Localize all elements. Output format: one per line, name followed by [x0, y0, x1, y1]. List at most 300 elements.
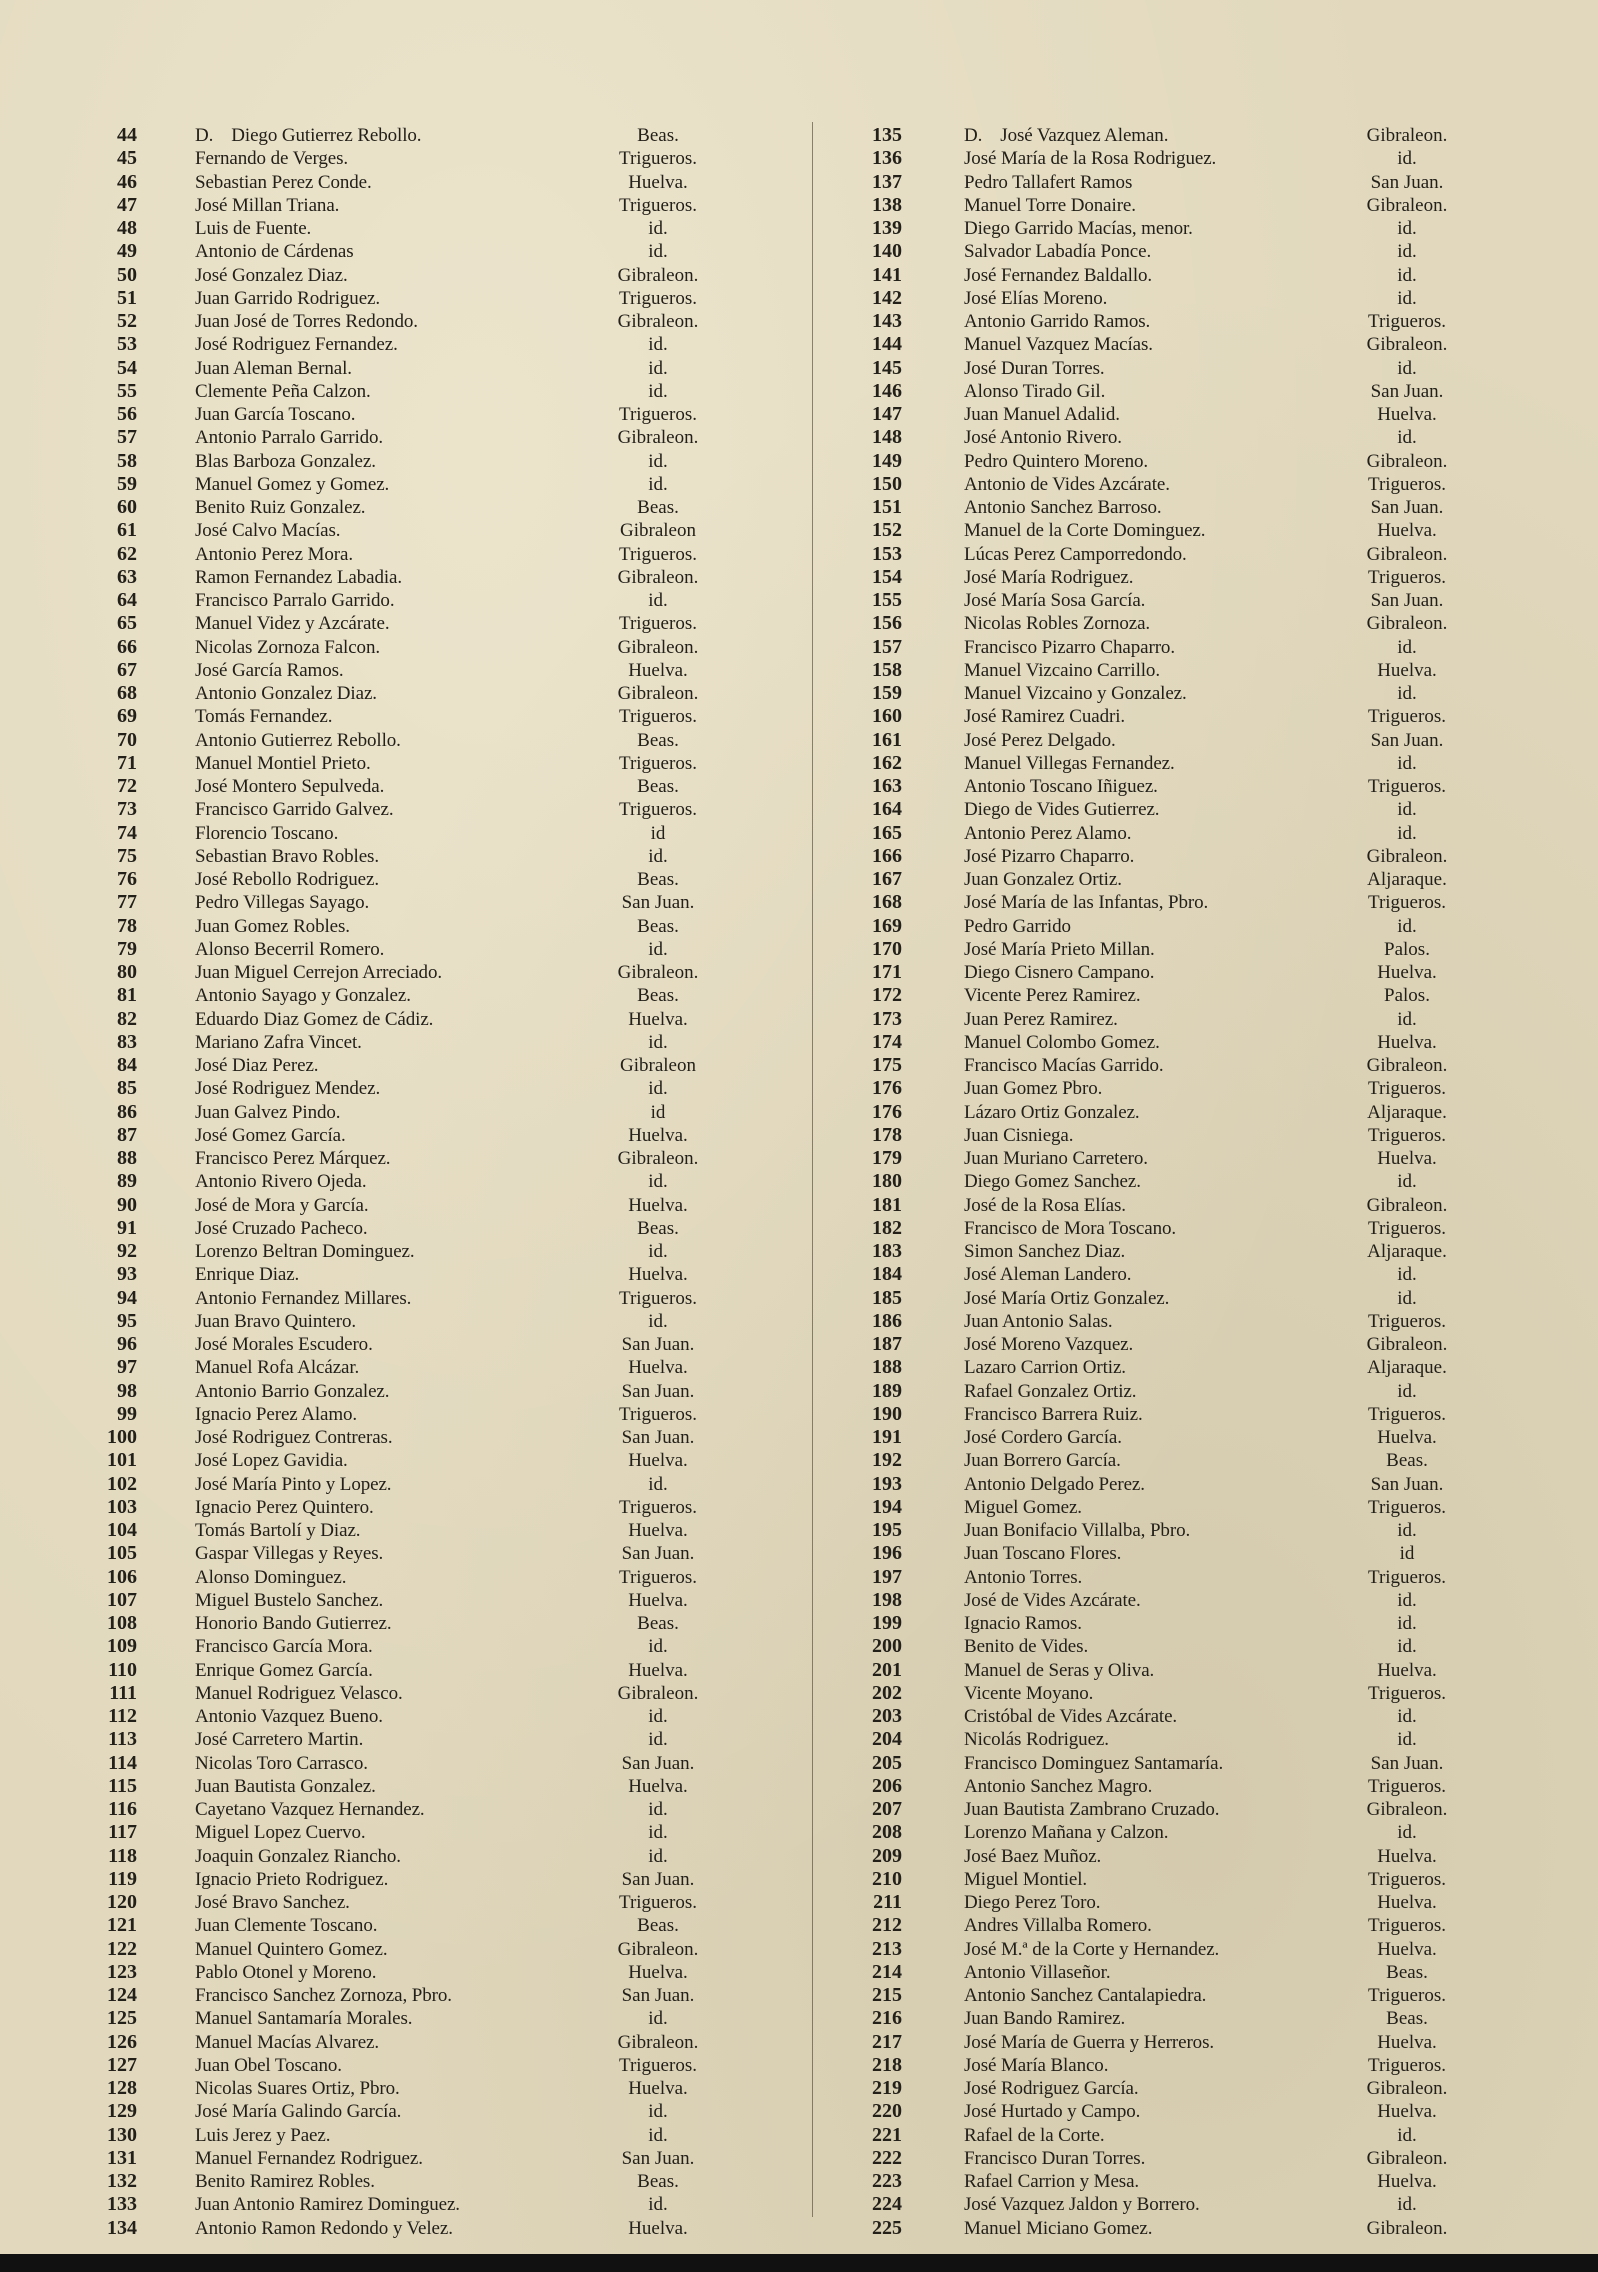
person-name-text: Manuel Colombo Gomez.	[964, 1031, 1160, 1053]
person-name-text: José Rodriguez Fernandez.	[195, 334, 398, 356]
town-name: Huelva.	[1377, 2171, 1437, 2192]
person-name	[195, 2100, 401, 2123]
person-name-text: Vicente Perez Ramirez.	[964, 985, 1141, 1007]
entry-number: 104	[107, 1519, 137, 1541]
town-name: id.	[1397, 241, 1417, 263]
person-name-text: José María Prieto Millan.	[964, 938, 1155, 960]
person-name-text: Manuel Rodriguez Velasco.	[195, 1682, 403, 1704]
list-item	[95, 775, 815, 798]
person-name-text: Eduardo Diaz Gomez de Cádiz.	[195, 1008, 434, 1030]
town-name: Gibraleon.	[617, 264, 699, 286]
town-name: id.	[1397, 1822, 1417, 1844]
list-item	[95, 1240, 815, 1263]
town-name: id.	[648, 1473, 668, 1495]
town-name: Trigueros.	[1368, 706, 1446, 728]
honorific-prefix: D.	[195, 125, 214, 146]
person-name-text: José Ramirez Cuadri.	[964, 706, 1126, 728]
person-name	[195, 1659, 373, 1682]
person-name-text: José Baez Muñoz.	[964, 1845, 1102, 1867]
entry-number: 215	[872, 1984, 902, 2006]
person-name	[195, 1984, 452, 2007]
list-item	[95, 1101, 815, 1124]
list-item	[95, 938, 815, 961]
person-name	[964, 1077, 1102, 1100]
list-item	[95, 1612, 815, 1635]
town-name: San Juan.	[1370, 1473, 1444, 1495]
list-item	[95, 1333, 815, 1356]
town-name: Gibraleon.	[1366, 613, 1448, 635]
town-name: Trigueros.	[1368, 1078, 1446, 1100]
entry-number: 174	[872, 1030, 902, 1053]
town-name: Trigueros.	[619, 148, 697, 170]
person-name-text: Juan Antonio Ramirez Dominguez.	[195, 2194, 460, 2216]
list-item	[812, 333, 1502, 356]
person-name-text: Juan Bonifacio Villalba, Pbro.	[964, 1520, 1191, 1541]
entry-number: 160	[872, 705, 902, 728]
person-name-text: Antonio Torres.	[964, 1566, 1083, 1588]
person-name-text: Benito de Vides.	[964, 1636, 1089, 1658]
list-item	[95, 473, 815, 496]
person-name-text: Manuel Quintero Gomez.	[195, 1938, 388, 1960]
person-name	[964, 915, 1071, 938]
person-name-text: Lorenzo Mañana y Calzon.	[964, 1822, 1169, 1844]
person-name	[195, 1263, 299, 1286]
list-item	[95, 287, 815, 310]
list-item	[95, 1170, 815, 1193]
list-item	[95, 682, 815, 705]
entry-number: 208	[872, 1821, 902, 1844]
list-item	[812, 1635, 1502, 1658]
person-name	[964, 1868, 1087, 1891]
list-item	[95, 1403, 815, 1426]
entry-number: 173	[872, 1007, 902, 1030]
person-name-text: Antonio Delgado Perez.	[964, 1473, 1145, 1495]
person-name	[195, 1752, 368, 1775]
entry-number: 222	[872, 2146, 902, 2169]
person-name-text: José Hurtado y Campo.	[964, 2101, 1141, 2123]
town-name: Gibraleon.	[1366, 2147, 1448, 2169]
person-name	[964, 1798, 1219, 1821]
person-name-text: Antonio Vazquez Bueno.	[195, 1706, 383, 1727]
list-item	[95, 1705, 815, 1728]
entry-number: 146	[872, 379, 902, 402]
list-item	[95, 1845, 815, 1868]
list-item	[95, 1984, 815, 2007]
person-name	[964, 2054, 1108, 2077]
entry-number: 221	[872, 2123, 902, 2146]
town-name: Trigueros.	[619, 1566, 697, 1588]
town-name: id.	[1397, 1008, 1417, 1030]
person-name-text: José Pizarro Chaparro.	[964, 845, 1135, 867]
person-name-text: José Moreno Vazquez.	[964, 1334, 1134, 1355]
town-name: Huelva.	[1377, 520, 1437, 542]
list-item	[812, 845, 1502, 868]
person-name	[195, 1008, 433, 1031]
list-item	[95, 1380, 815, 1403]
entry-number: 108	[107, 1612, 137, 1634]
person-name	[964, 1752, 1223, 1775]
person-name	[964, 1821, 1168, 1844]
person-name	[195, 2217, 453, 2240]
town-name: id.	[648, 1636, 668, 1658]
town-name: id	[650, 1101, 666, 1123]
list-item	[95, 1287, 815, 1310]
list-item	[812, 1217, 1502, 1240]
list-item	[812, 1101, 1502, 1124]
person-name	[964, 1519, 1190, 1542]
person-name-text: José María Pinto y Lopez.	[195, 1473, 392, 1495]
entry-number: 75	[117, 844, 137, 867]
entry-number: 119	[108, 1867, 137, 1890]
person-name	[964, 682, 1187, 705]
list-item	[95, 798, 815, 821]
town-name: San Juan.	[621, 1543, 695, 1565]
town-name: id.	[1397, 148, 1417, 170]
list-item	[812, 1449, 1502, 1472]
person-name	[964, 2124, 1105, 2147]
entry-number: 68	[117, 682, 137, 704]
person-name-text: Manuel Gomez y Gomez.	[195, 473, 390, 495]
person-name-text: Juan Miguel Cerrejon Arreciado.	[195, 962, 442, 983]
list-item	[95, 1008, 815, 1031]
town-name: San Juan.	[1370, 171, 1444, 193]
person-name	[964, 1845, 1101, 1868]
list-item	[812, 705, 1502, 728]
person-name-text: Manuel Vizcaino Carrillo.	[964, 659, 1160, 681]
town-name: id.	[648, 2194, 668, 2216]
person-name	[964, 2007, 1125, 2030]
entry-number: 51	[117, 286, 137, 309]
town-name: id.	[1397, 1171, 1417, 1193]
person-name-text: José Vazquez Aleman.	[1000, 125, 1169, 146]
entry-number: 143	[872, 310, 902, 332]
town-name: Huelva.	[1377, 659, 1437, 681]
person-name	[964, 357, 1105, 380]
town-name: id.	[648, 450, 668, 472]
entry-number: 163	[872, 775, 902, 797]
entry-number: 207	[872, 1798, 902, 1820]
person-name-text: Antonio Barrio Gonzalez.	[195, 1380, 390, 1402]
entry-number: 97	[117, 1356, 137, 1379]
entry-number: 193	[872, 1472, 902, 1495]
person-name-text: Miguel Gomez.	[964, 1496, 1082, 1518]
town-name: id.	[648, 218, 668, 239]
town-name: Aljaraque.	[1367, 1101, 1447, 1123]
entry-number: 58	[117, 449, 137, 472]
person-name	[964, 798, 1159, 821]
list-item	[95, 845, 815, 868]
entry-number: 101	[107, 1449, 137, 1472]
entry-number: 83	[117, 1030, 137, 1053]
person-name-text: José María de la Rosa Rodriguez.	[964, 148, 1217, 170]
person-name	[964, 1891, 1100, 1914]
list-item	[95, 2170, 815, 2193]
person-name	[195, 636, 380, 659]
town-name: Trigueros.	[1368, 566, 1446, 588]
person-name	[964, 984, 1141, 1007]
list-item	[812, 1008, 1502, 1031]
entry-number: 194	[872, 1495, 902, 1518]
entry-number: 138	[872, 193, 902, 216]
person-name	[195, 194, 339, 217]
town-name: Trigueros.	[1368, 1217, 1446, 1239]
list-item	[812, 1170, 1502, 1193]
person-name	[964, 1728, 1109, 1751]
entry-number: 127	[107, 2053, 137, 2076]
town-name: Gibraleon.	[1366, 1194, 1448, 1216]
person-name	[195, 1961, 376, 1984]
town-name: id.	[648, 473, 668, 495]
town-name: Trigueros.	[619, 1403, 697, 1425]
person-name-text: José María de las Infantas, Pbro.	[964, 892, 1209, 914]
person-name	[195, 705, 332, 728]
list-item	[95, 1635, 815, 1658]
town-name: Aljaraque.	[1367, 869, 1447, 890]
town-name: Trigueros.	[619, 404, 697, 425]
person-name-text: Juan Clemente Toscano.	[195, 1915, 378, 1937]
list-item	[95, 124, 815, 147]
entry-number: 120	[107, 1891, 137, 1913]
person-name-text: Ignacio Perez Alamo.	[195, 1403, 358, 1425]
entry-number: 158	[872, 658, 902, 681]
town-name: id.	[648, 1171, 668, 1193]
town-name: id.	[648, 334, 668, 356]
entry-number: 47	[117, 193, 137, 216]
person-name-text: José Calvo Macías.	[195, 520, 341, 542]
person-name	[195, 2147, 423, 2170]
person-name	[195, 1821, 366, 1844]
person-name-text: Lazaro Carrion Ortiz.	[964, 1357, 1126, 1379]
entry-number: 157	[872, 635, 902, 658]
person-name	[964, 1914, 1152, 1937]
person-name-text: Vicente Moyano.	[964, 1682, 1094, 1704]
person-name	[964, 1449, 1121, 1472]
person-name-text: Antonio Sanchez Magro.	[964, 1775, 1153, 1797]
town-name: id.	[1397, 1636, 1417, 1658]
person-name	[195, 357, 352, 380]
person-name-text: José Antonio Rivero.	[964, 427, 1122, 449]
person-name	[195, 612, 389, 635]
town-name: Gibraleon.	[1366, 125, 1448, 146]
person-name	[195, 1449, 348, 1472]
list-item	[812, 357, 1502, 380]
list-item	[95, 264, 815, 287]
person-name	[964, 566, 1133, 589]
entry-number: 151	[872, 496, 902, 518]
person-name	[964, 1194, 1126, 1217]
list-item	[95, 1356, 815, 1379]
person-name-text: Antonio Gonzalez Diaz.	[195, 683, 377, 704]
town-name: Trigueros.	[1368, 1775, 1446, 1797]
entry-number: 191	[872, 1426, 902, 1448]
person-name-text: Nicolas Zornoza Falcon.	[195, 636, 381, 658]
person-name	[195, 333, 398, 356]
person-name-text: Francisco de Mora Toscano.	[964, 1217, 1177, 1239]
person-name	[964, 1333, 1133, 1356]
town-name: Huelva.	[1377, 2031, 1437, 2053]
entry-number: 142	[872, 286, 902, 309]
person-name-text: Miguel Montiel.	[964, 1868, 1088, 1890]
list-item	[95, 1449, 815, 1472]
list-item	[95, 450, 815, 473]
town-name: id.	[1397, 357, 1417, 379]
honorific-prefix: D.	[964, 125, 983, 146]
person-name	[964, 1170, 1141, 1193]
person-name	[964, 1054, 1164, 1077]
entry-number: 217	[872, 2030, 902, 2053]
town-name: Gibraleon.	[617, 962, 699, 983]
entry-number: 79	[117, 937, 137, 960]
person-name-text: Juan Obel Toscano.	[195, 2054, 342, 2076]
person-name	[195, 1333, 373, 1356]
person-name-text: José Duran Torres.	[964, 357, 1105, 379]
town-name: id.	[1397, 1520, 1417, 1541]
entry-number: 96	[117, 1333, 137, 1355]
town-name: Huelva.	[628, 2217, 688, 2239]
list-item	[95, 1682, 815, 1705]
list-item	[812, 240, 1502, 263]
list-item	[812, 2124, 1502, 2147]
list-item	[95, 868, 815, 891]
town-name: Huelva.	[628, 659, 688, 681]
entry-number: 202	[872, 1681, 902, 1704]
entry-number: 223	[872, 2170, 902, 2192]
person-name-text: Cristóbal de Vides Azcárate.	[964, 1706, 1178, 1727]
list-item	[95, 1496, 815, 1519]
list-item	[812, 729, 1502, 752]
entry-number: 64	[117, 589, 137, 611]
town-name: Huelva.	[628, 1520, 688, 1541]
person-name	[195, 961, 442, 984]
person-name	[195, 147, 348, 170]
person-name-text: José Vazquez Jaldon y Borrero.	[964, 2194, 1200, 2216]
person-name	[964, 1566, 1082, 1589]
right-column-list	[812, 124, 1502, 2240]
list-item	[95, 1891, 815, 1914]
person-name-text: Nicolas Toro Carrasco.	[195, 1752, 368, 1774]
person-name-text: Antonio Fernandez Millares.	[195, 1287, 412, 1309]
list-item	[95, 543, 815, 566]
entry-number: 46	[117, 170, 137, 193]
list-item	[95, 1310, 815, 1333]
entry-number: 116	[108, 1798, 137, 1820]
person-name	[195, 2193, 460, 2216]
person-name	[195, 1566, 346, 1589]
list-item	[812, 1380, 1502, 1403]
town-name: Huelva.	[1377, 404, 1437, 425]
person-name-text: Manuel de la Corte Dominguez.	[964, 520, 1206, 542]
town-name: Trigueros.	[1368, 311, 1446, 332]
town-name: Trigueros.	[619, 2054, 697, 2076]
list-item	[812, 1868, 1502, 1891]
person-name	[964, 240, 1151, 263]
person-name	[195, 1101, 340, 1124]
person-name	[964, 729, 1116, 752]
list-item	[95, 171, 815, 194]
person-name	[964, 1589, 1141, 1612]
person-name-text: Sebastian Bravo Robles.	[195, 845, 379, 867]
list-item	[95, 496, 815, 519]
list-item	[95, 2077, 815, 2100]
list-item	[95, 612, 815, 635]
town-name: id.	[1397, 287, 1417, 309]
person-name-text: José Morales Escudero.	[195, 1334, 373, 1355]
entry-number: 77	[117, 891, 137, 914]
person-name	[964, 287, 1107, 310]
list-item	[812, 380, 1502, 403]
entry-number: 189	[872, 1379, 902, 1402]
town-name: Trigueros.	[619, 543, 697, 565]
entry-number: 225	[872, 2216, 902, 2239]
list-item	[812, 1775, 1502, 1798]
person-name-text: Tomás Fernandez.	[195, 706, 333, 728]
list-item	[95, 1775, 815, 1798]
town-name: San Juan.	[621, 1752, 695, 1774]
list-item	[812, 1845, 1502, 1868]
list-item	[95, 822, 815, 845]
list-item	[812, 426, 1502, 449]
person-name-text: Pedro Quintero Moreno.	[964, 450, 1149, 472]
entry-number: 45	[117, 147, 137, 170]
entry-number: 213	[872, 1937, 902, 1960]
town-name: Huelva.	[628, 1194, 688, 1216]
person-name	[964, 1147, 1148, 1170]
person-name	[964, 1403, 1143, 1426]
person-name	[964, 217, 1193, 240]
list-item	[95, 1054, 815, 1077]
person-name	[195, 264, 348, 287]
person-name	[195, 380, 371, 403]
list-item	[812, 566, 1502, 589]
town-name: San Juan.	[621, 892, 695, 914]
person-name-text: José Aleman Landero.	[964, 1264, 1132, 1286]
person-name-text: José Cruzado Pacheco.	[195, 1217, 368, 1239]
entry-number: 57	[117, 426, 137, 449]
town-name: San Juan.	[621, 1985, 695, 2006]
town-name: id.	[1397, 1264, 1417, 1286]
list-item	[812, 1147, 1502, 1170]
entry-number: 132	[107, 2170, 137, 2192]
person-name	[964, 1705, 1177, 1728]
list-item	[812, 2077, 1502, 2100]
town-name: Gibraleon.	[1366, 334, 1448, 356]
person-name-text: José María Rodriguez.	[964, 566, 1134, 588]
list-item	[95, 1426, 815, 1449]
town-name: Beas.	[637, 497, 679, 518]
town-name: Gibraleon.	[1366, 2217, 1448, 2239]
person-name-text: Juan Bravo Quintero.	[195, 1310, 357, 1332]
entry-number: 198	[872, 1588, 902, 1611]
scan-bottom-border	[0, 2254, 1598, 2272]
town-name: Gibraleon.	[617, 427, 699, 449]
town-name: Beas.	[637, 985, 679, 1007]
person-name-text: Juan Perez Ramirez.	[964, 1008, 1118, 1030]
entry-number: 55	[117, 379, 137, 402]
entry-number: 152	[872, 519, 902, 542]
list-item	[812, 1961, 1502, 1984]
entry-number: 103	[107, 1495, 137, 1518]
entry-number: 137	[872, 170, 902, 193]
entry-number: 90	[117, 1193, 137, 1216]
person-name	[964, 589, 1145, 612]
person-name-text: José Lopez Gavidia.	[195, 1450, 348, 1472]
town-name: id.	[648, 938, 668, 960]
town-name: Beas.	[637, 869, 679, 890]
person-name-text: Miguel Lopez Cuervo.	[195, 1822, 366, 1844]
person-name-text: Juan Borrero García.	[964, 1450, 1121, 1472]
person-name	[964, 1380, 1136, 1403]
town-name: Trigueros.	[619, 1496, 697, 1518]
